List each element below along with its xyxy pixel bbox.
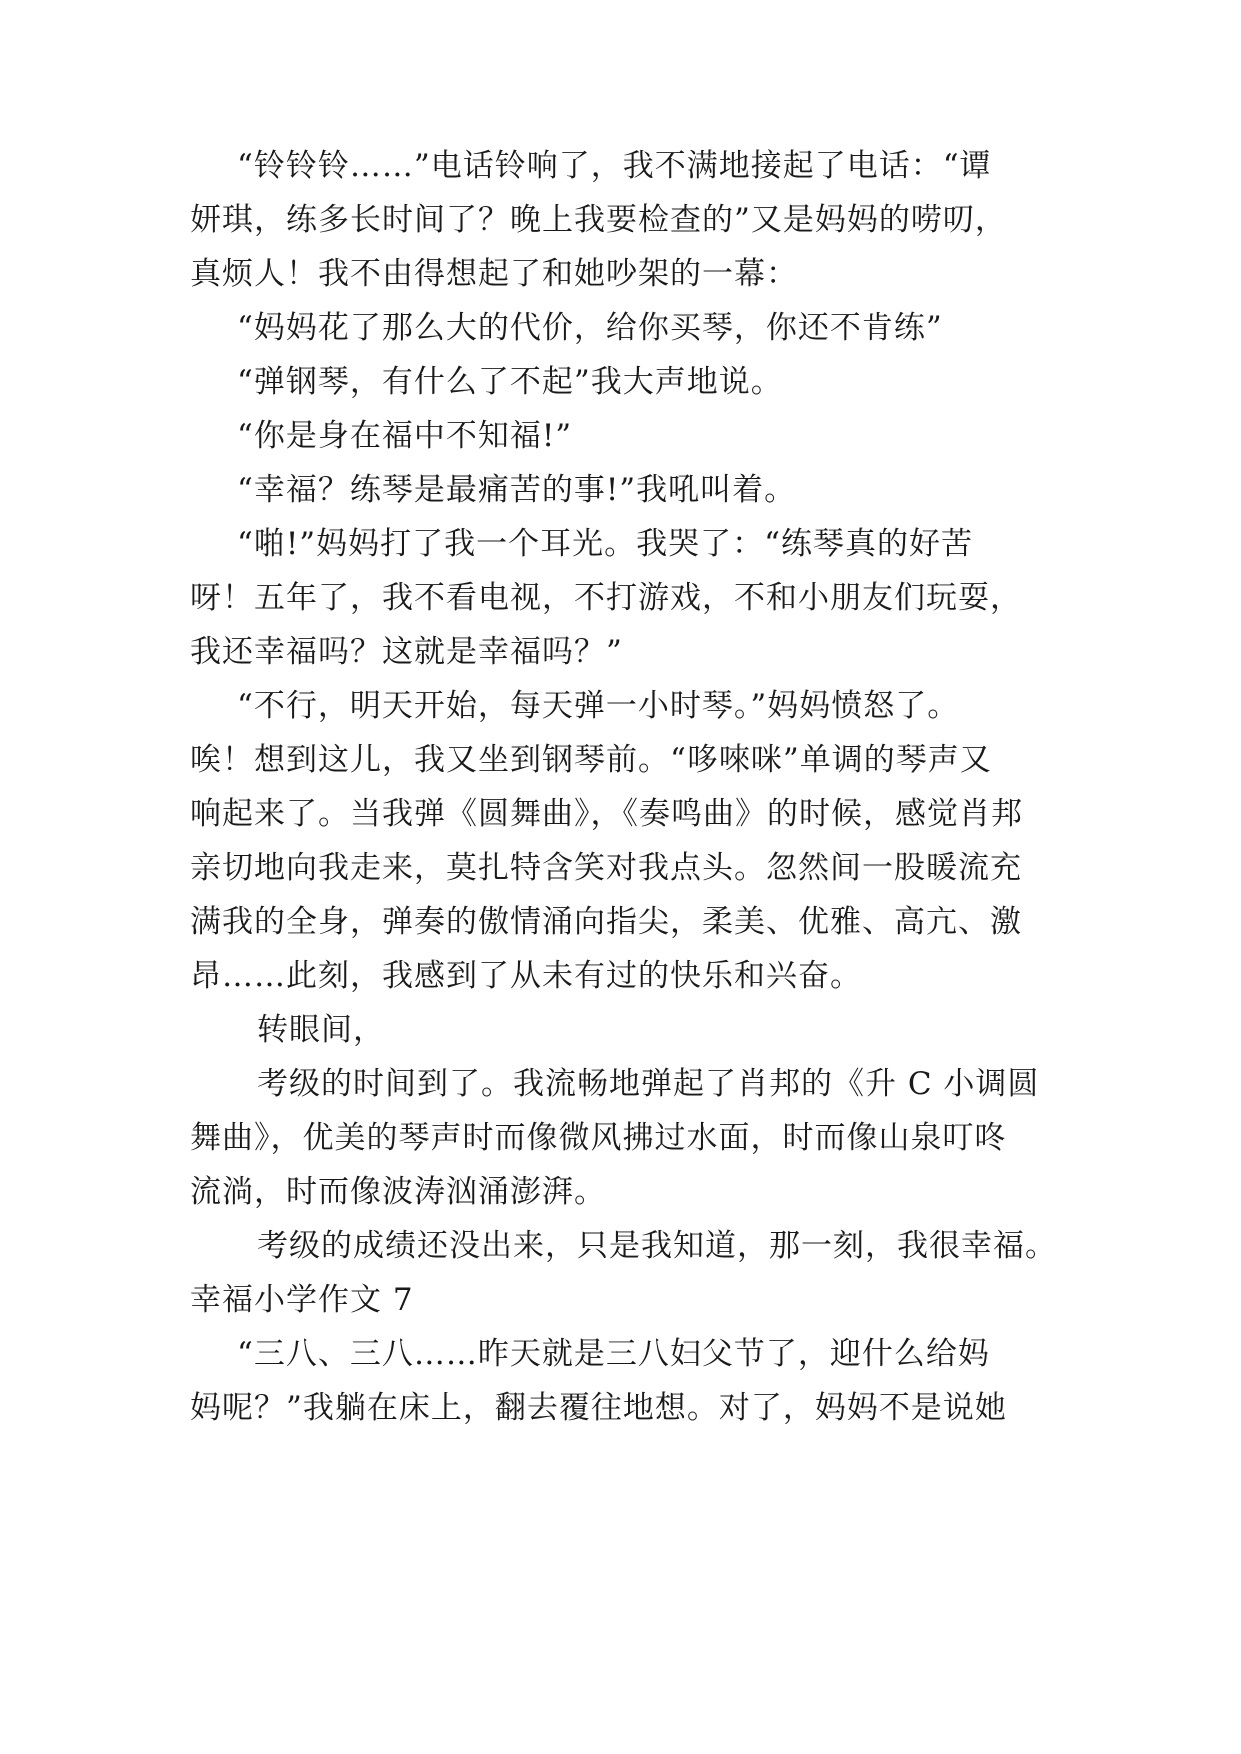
paragraph-line: “你是身在福中不知福!”: [237, 418, 573, 454]
section-heading: 幸福小学作文 7: [190, 1282, 414, 1318]
paragraph-line: 亲切地向我走来，莫扎特含笑对我点头。忽然间一股暖流充: [190, 850, 1022, 886]
paragraph-line: 我还幸福吗？这就是幸福吗？”: [190, 634, 623, 670]
paragraph-line: 妈呢？”我躺在床上，翻去覆往地想。对了，妈妈不是说她: [190, 1390, 1007, 1426]
paragraph-line: 满我的全身，弹奏的傲情涌向指尖，柔美、优雅、高亢、激: [190, 904, 1022, 940]
paragraph-line: “弹钢琴，有什么了不起”我大声地说。: [237, 364, 783, 400]
paragraph-line: 考级的时间到了。我流畅地弹起了肖邦的《升 C 小调圆: [257, 1066, 1040, 1102]
paragraph-line: “啪!”妈妈打了我一个耳光。我哭了：“练琴真的好苦: [237, 526, 973, 562]
paragraph-line: “妈妈花了那么大的代价，给你买琴，你还不肯练”: [237, 310, 943, 346]
paragraph-line: 昂……此刻，我感到了从未有过的快乐和兴奋。: [190, 958, 862, 994]
paragraph-line: 流淌，时而像波涛汹涌澎湃。: [190, 1174, 606, 1210]
paragraph-line: 呀！五年了，我不看电视，不打游戏，不和小朋友们玩耍，: [190, 580, 1022, 616]
paragraph-line: 舞曲》，优美的琴声时而像微风拂过水面，时而像山泉叮咚: [190, 1120, 1007, 1156]
paragraph-line: 妍琪，练多长时间了？晚上我要检查的”又是妈妈的唠叨，: [190, 202, 1007, 238]
paragraph-line: “不行，明天开始，每天弹一小时琴。”妈妈愤怒了。: [237, 688, 960, 724]
paragraph-line: 唉！想到这儿，我又坐到钢琴前。“哆唻咪”单调的琴声又: [190, 742, 992, 778]
paragraph-line: 真烦人！我不由得想起了和她吵架的一幕：: [190, 256, 798, 292]
paragraph-line: 转眼间，: [257, 1012, 385, 1048]
paragraph-line: “幸福？练琴是最痛苦的事!”我吼叫着。: [237, 472, 797, 508]
paragraph-line: “铃铃铃……”电话铃响了，我不满地接起了电话：“谭: [237, 148, 992, 184]
paragraph-line: “三八、三八……昨天就是三八妇父节了，迎什么给妈: [237, 1336, 990, 1372]
paragraph-line: 响起来了。当我弹《圆舞曲》，《奏鸣曲》的时候，感觉肖邦: [190, 796, 1023, 832]
paragraph-line: 考级的成绩还没出来，只是我知道，那一刻，我很幸福。: [257, 1228, 1057, 1264]
